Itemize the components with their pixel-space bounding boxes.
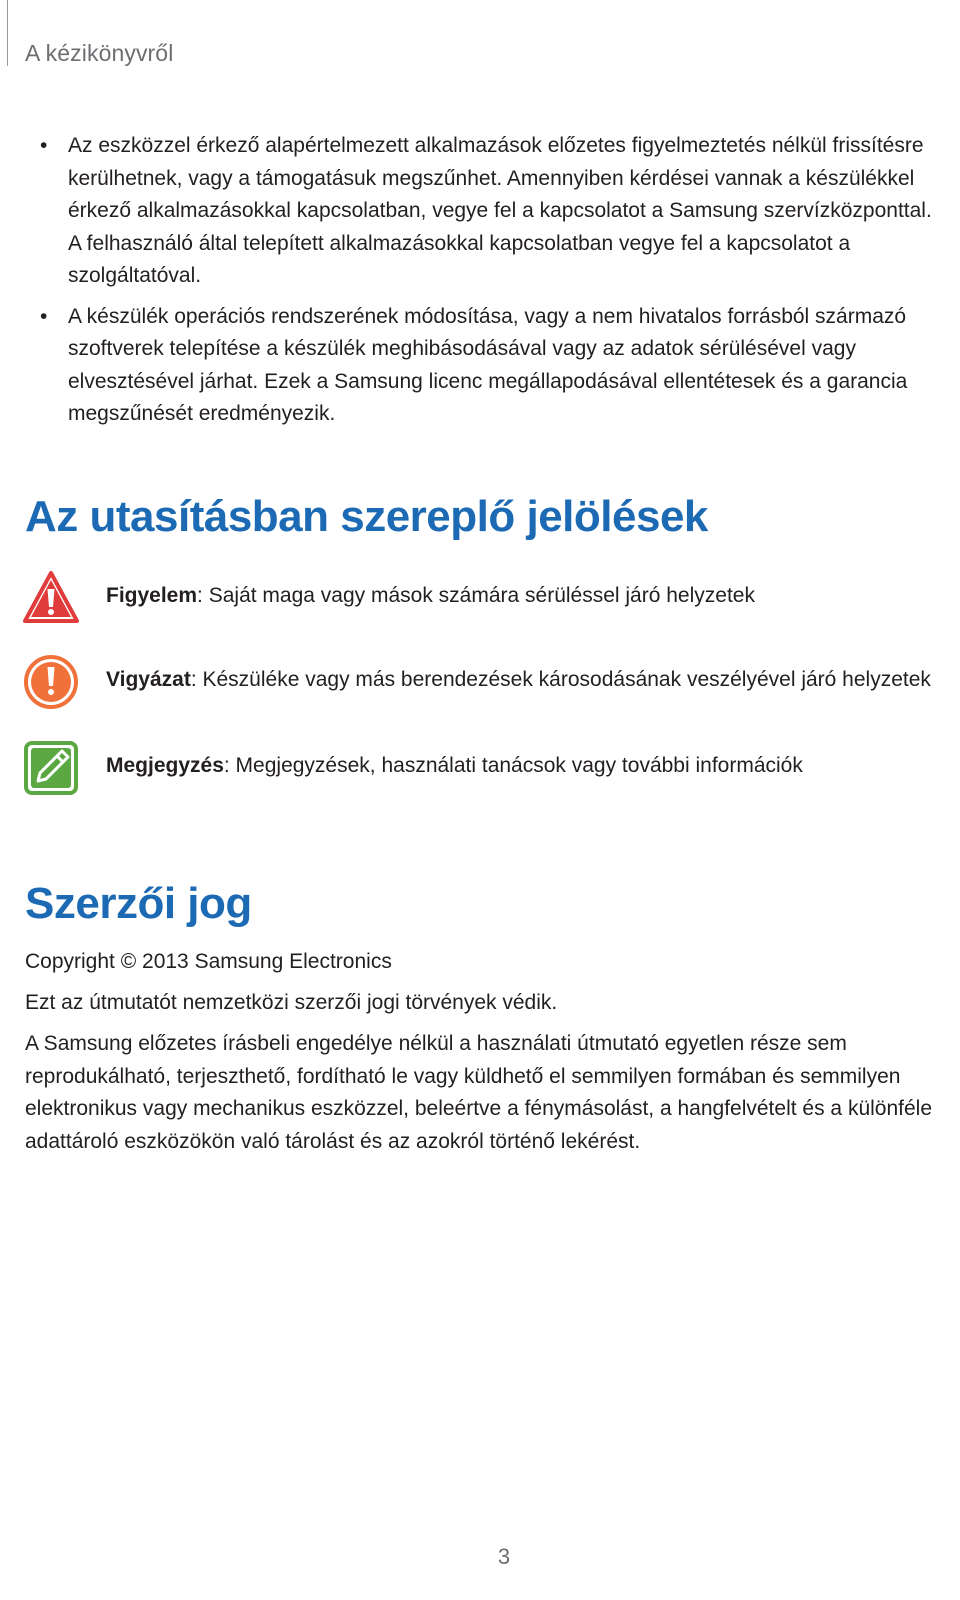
bullet-icon: • — [40, 304, 48, 328]
warning-triangle-icon — [22, 569, 80, 627]
notices-section-title: Az utasításban szereplő jelölések — [25, 492, 708, 541]
notice-warning — [0, 569, 960, 633]
left-margin-rule — [7, 0, 8, 66]
list-item — [0, 301, 960, 431]
notice-note — [0, 739, 960, 803]
copyright-section-title: Szerzői jog — [25, 879, 252, 928]
caution-circle-icon — [22, 653, 80, 711]
page-number: 3 — [497, 1544, 511, 1569]
bullet-text: A készülék operációs rendszerének módosítása, vagy a nem hivatalos forrásból származó szoftverek telepítése a készülék meghibásodásával vagy az adatok sérülésével vagy elvesztésével járhat. Ezek a Samsung licenc megállapodásával ellentétesek és a garancia megszűnését eredményezik. — [68, 304, 908, 425]
note-pencil-icon — [22, 739, 80, 797]
notice-label: Megjegyzés — [106, 754, 224, 777]
bullet-text: Az eszközzel érkező alapértelmezett alkalmazások előzetes figyelmeztetés nélkül frissítésre kerülhetnek, vagy a támogatásuk megszűnhet. Amennyiben kérdései vannak a készülékkel érkező alkalmazásokkal kapcsolatban, vegye fel a kapcsolatot a Samsung szervízközponttal. A felhasználó által telepített alkalmazásokkal kapcsolatban vegye fel a kapcsolatot a szolgáltatóval. — [68, 134, 932, 287]
bullet-list — [0, 130, 960, 439]
notice-label: Figyelem — [106, 584, 198, 607]
notice-caution — [0, 653, 960, 717]
notice-description: : Saját maga vagy mások számára sérüléssel járó helyzetek — [197, 584, 755, 607]
notice-description: : Készüléke vagy más berendezések károsodásának veszélyével járó helyzetek — [190, 668, 931, 691]
notice-label: Vigyázat — [106, 668, 191, 691]
notice-description: : Megjegyzések, használati tanácsok vagy további információk — [223, 754, 803, 777]
copyright-paragraph: A Samsung előzetes írásbeli engedélye nélkül a használati útmutató egyetlen része sem reprodukálható, terjeszthető, fordítható le vagy küldhető el semmilyen formában és semmilyen elektronikus vagy mechanikus eszközzel, beleértve a fénymásolást, a hangfelvételt és a különféle adattároló eszközökön való tárolást és az azokról történő lekérést. — [25, 1032, 932, 1153]
copyright-notice: Copyright © 2013 Samsung Electronics — [25, 950, 392, 973]
bullet-icon: • — [40, 134, 48, 157]
running-header: A kézikönyvről — [25, 40, 174, 66]
list-item — [0, 130, 960, 293]
copyright-protection-text: Ezt az útmutatót nemzetközi szerzői jogi törvények védik. — [25, 991, 558, 1014]
